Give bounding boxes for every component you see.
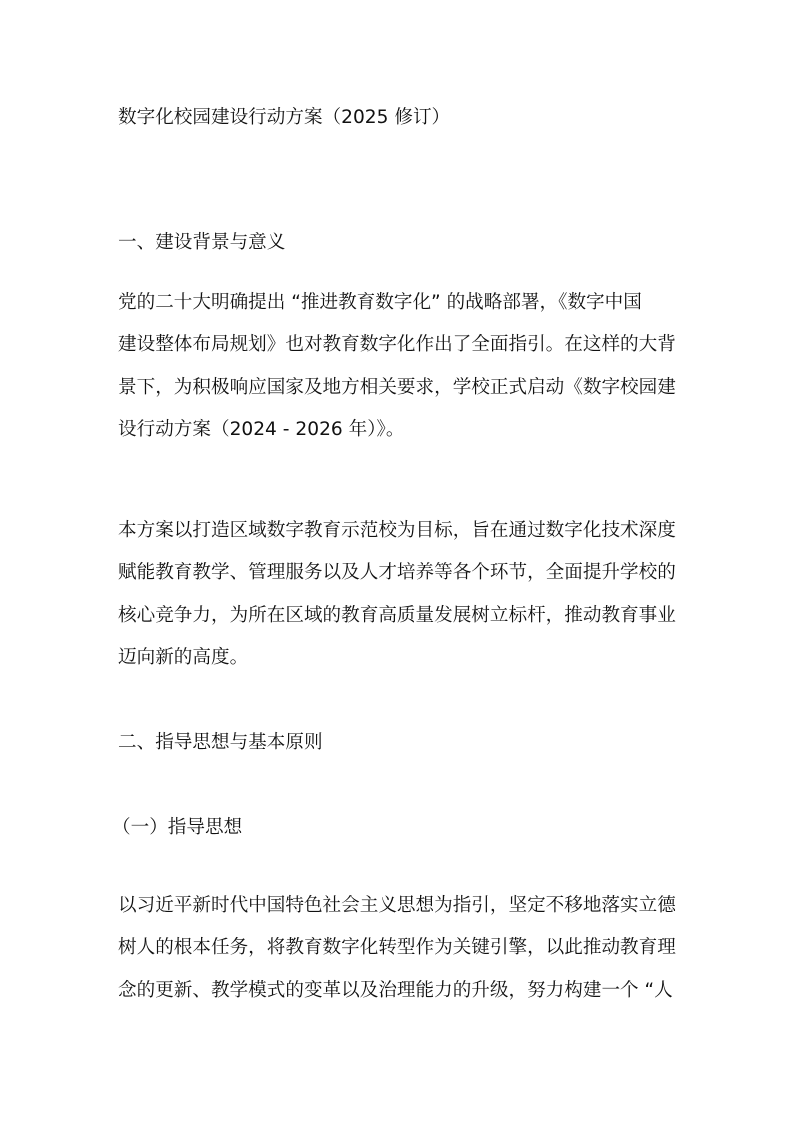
subsection-heading-guiding-ideology: （一）指导思想 [112,817,243,838]
text-line: 赋能教育教学、管理服务以及人才培养等各个环节，全面提升学校的 [118,562,676,584]
text-line: 树人的根本任务，将教育数字化转型作为关键引擎，以此推动教育理 [118,937,676,959]
text-line: 建设整体布局规划》也对教育数字化作出了全面指引。在这样的大背 [118,334,676,356]
text-line: 本方案以打造区域数字教育示范校为目标，旨在通过数字化技术深度 [118,520,676,541]
text-line: 党的二十大明确提出 “推进教育数字化” 的战略部署，《数字中国 [118,292,642,313]
paragraph-guiding-ideology [118,885,698,1012]
text-line: 以习近平新时代中国特色社会主义思想为指引，坚定不移地落实立德 [118,895,676,916]
text-line: 核心竞争力，为所在区域的教育高质量发展树立标杆，推动教育事业 [118,604,676,626]
section-heading-1: 一、建设背景与意义 [118,232,286,253]
paragraph-background [118,282,698,451]
document-title: 数字化校园建设行动方案（2025 修订） [118,107,451,128]
text-line: 迈向新的高度。 [118,646,249,668]
text-line: 念的更新、教学模式的变革以及治理能力的升级，努力构建一个 “人 [118,979,673,1001]
paragraph-goal [118,510,698,679]
text-line: 景下，为积极响应国家及地方相关要求，学校正式启动《数字校园建 [118,376,676,398]
text-line: 设行动方案（2024 - 2026 年）》。 [118,418,405,440]
section-heading-2: 二、指导思想与基本原则 [118,732,323,753]
